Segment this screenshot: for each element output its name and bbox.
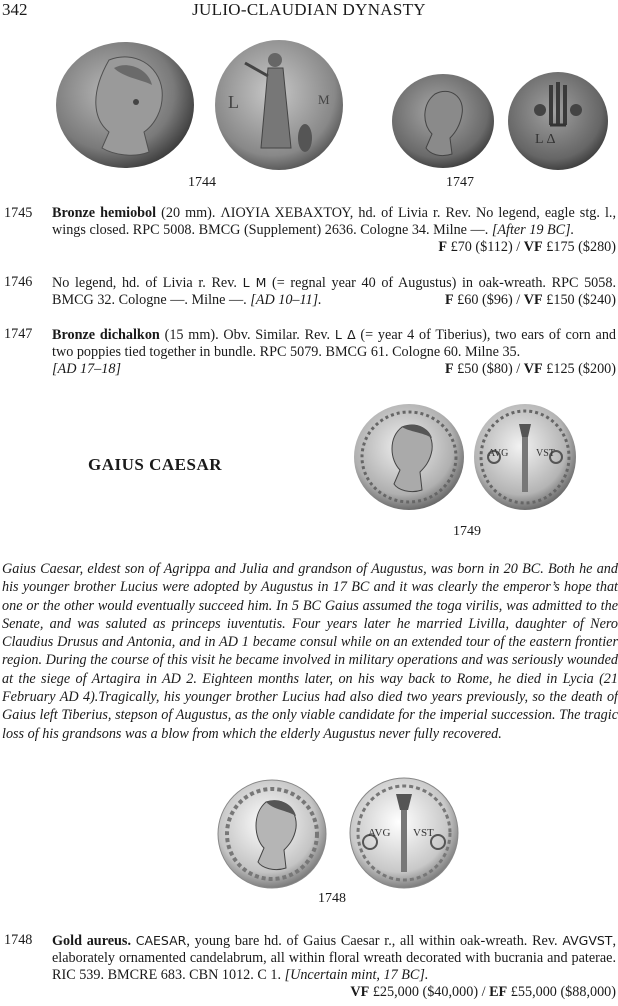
grade-label: F: [444, 292, 454, 308]
coin-1744-reverse-legend-right: M: [318, 92, 330, 107]
coin-1748-legend-left: AVG: [368, 827, 391, 839]
entry-title: Bronze dichalkon: [52, 327, 160, 343]
entry-date: [After 19 BC].: [491, 222, 575, 238]
coin-1744-obverse-image: [54, 40, 196, 170]
section-title: GAIUS CAESAR: [88, 455, 222, 474]
catalog-entry-1745: [4, 205, 616, 256]
price-separator: /: [478, 984, 490, 1000]
caption-1747: 1747: [446, 175, 474, 190]
entry-legend: L M: [242, 275, 267, 290]
grade-label: VF: [523, 239, 543, 255]
entry-description: , young bare hd. of Gaius Caesar r., all within oak-wreath. Rev.: [186, 933, 563, 949]
price-f: £70 ($112): [450, 239, 513, 255]
caption-1748: 1748: [318, 891, 346, 906]
grade-label: F: [438, 239, 448, 255]
coin-1744-reverse-legend-left: L: [228, 92, 239, 112]
grade-label: F: [444, 361, 454, 377]
entry-title: Gold aureus.: [52, 933, 131, 949]
price-separator: /: [512, 361, 524, 377]
entry-number: 1745: [4, 205, 33, 221]
price-f: £50 ($80): [457, 361, 513, 377]
grade-label: EF: [489, 984, 508, 1000]
price-ef: £55,000 ($88,000): [510, 984, 616, 1000]
price-separator: /: [512, 292, 524, 308]
price-vf: £125 ($200): [546, 361, 616, 377]
entry-description-cont: (= year 4 of Tiberius), two ears of corn and two poppies tied together in bundle. RPC 5079. BMCG 61. Cologne 60. Milne 35.: [52, 327, 617, 360]
catalog-entry-1746: [4, 274, 616, 309]
coin-1748-reverse-image: [348, 776, 460, 890]
entry-number: 1746: [4, 274, 33, 290]
coin-1747-obverse-image: [390, 72, 496, 170]
entry-number: 1748: [4, 932, 33, 948]
coin-1748-obverse-image: [216, 778, 328, 890]
coin-1747-reverse-image: [506, 70, 610, 172]
caption-1749: 1749: [453, 524, 481, 539]
entry-date: [Uncertain mint, 17 BC].: [284, 967, 429, 983]
grade-label: VF: [523, 292, 543, 308]
coin-1749-obverse-image: [352, 402, 466, 512]
price-vf: £150 ($240): [546, 292, 616, 308]
price-f: £60 ($96): [457, 292, 513, 308]
grade-label: VF: [350, 984, 370, 1000]
price-separator: /: [512, 239, 524, 255]
gaius-caesar-biography: Gaius Caesar, eldest son of Agrippa and Julia and grandson of Augustus, was born in 20 BC. Both he and his younger brother Lucius were adopted by Augustus in 17 BC and it was clearly the emperor’s hope that one or the other would eventually succeed him. In 5 BC Gaius assumed the toga virilis, was admitted to the Senate, and was saluted as princeps iuventutis. Four years later he married Livilla, daughter of Nero Claudius Drusus and Antonia, and in AD 1 became consul while on an extended tour of the eastern frontier region. During the course of this visit he became involved in military operations and was seriously wounded at the siege of Artagira in AD 2. Eighteen months later, on his way back to Rome, he died in Lycia (21 February AD 4).Tragically, his younger brother Lucius had also died two years previously, so the death of Gaius left Tiberius, stepson of Augustus, as the only viable candidate for the imperial succession. The tragic loss of his grandsons was a blow from which the elderly Augustus never fully recovered.: [2, 561, 618, 742]
price-vf: £25,000 ($40,000): [372, 984, 479, 1000]
entry-description-cont: , elaborately ornamented candelabrum, all within floral wreath decorated with bucrania and paterae. RIC 539. BMCRE 683. CBN 1012. C 1.: [52, 933, 616, 983]
coin-1749-legend-right: VST: [536, 448, 555, 459]
entry-description: No legend, hd. of Livia r. Rev.: [52, 275, 243, 291]
price-vf: £175 ($280): [546, 239, 616, 255]
entry-legend: L Δ: [334, 327, 356, 342]
entry-legend-reverse: AVGVST: [562, 933, 613, 948]
coin-1748-legend-right: VST: [413, 827, 434, 839]
entry-description: (20 mm). ΛΙΟΥΙΑ ΧΕΒΑΧΤΟΥ, hd. of Livia r. Rev. No legend, eagle stg. l., wings closed. RPC 5008. BMCG (Supplement) 2636. Cologne 34. Milne —.: [52, 205, 616, 238]
entry-number: 1747: [4, 326, 33, 342]
entry-title: Bronze hemiobol: [52, 205, 157, 221]
entry-date: [AD 17–18]: [52, 361, 121, 377]
page-number: 342: [2, 0, 28, 19]
grade-label: VF: [523, 361, 543, 377]
catalog-entry-1748: [4, 932, 616, 1001]
caption-1744: 1744: [188, 175, 216, 190]
coin-1747-reverse-legend: L Δ: [535, 132, 556, 147]
entry-date: [AD 10–11].: [250, 292, 322, 308]
coin-1749-legend-left: AVG: [488, 448, 509, 459]
entry-description-cont: (= regnal year 40 of Augustus) in oak-wreath. RPC 5058. BMCG 32. Cologne —. Milne —.: [52, 275, 616, 308]
entry-legend-obverse: CAESAR: [135, 933, 187, 948]
page-title: JULIO-CLAUDIAN DYNASTY: [192, 0, 426, 19]
entry-description: (15 mm). Obv. Similar. Rev.: [159, 327, 335, 343]
catalog-entry-1747: [4, 326, 616, 378]
